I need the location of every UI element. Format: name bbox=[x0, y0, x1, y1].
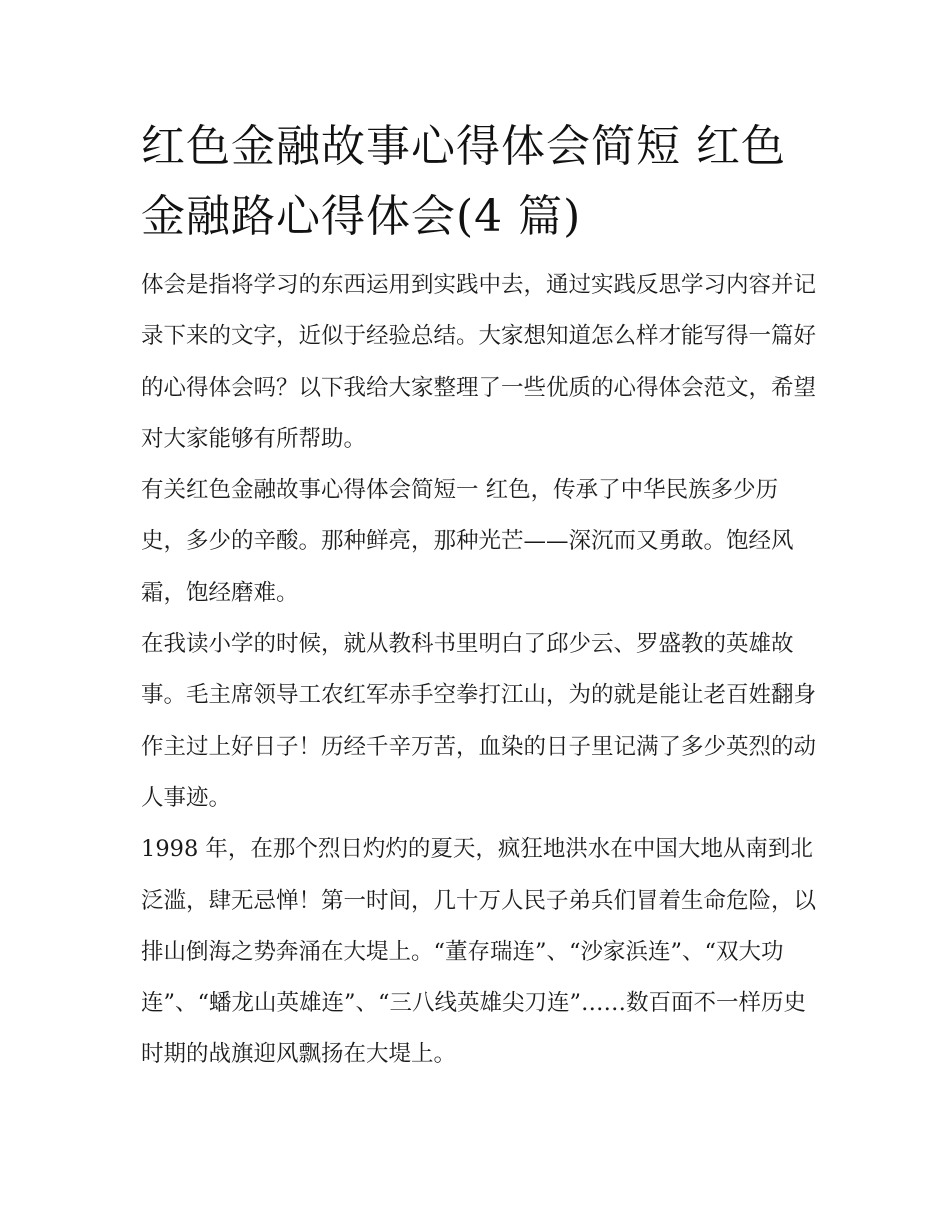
body-paragraph-2: 在我读小学的时候，就从教科书里明白了邱少云、罗盛教的英雄故事。毛主席领导工农红军赤手空拳打江山，为的就是能让老百姓翻身作主过上好日子！历经千辛万苦，血染的日子里记满了多少英烈的动人事迹。 bbox=[141, 631, 817, 811]
body-paragraph-1: 有关红色金融故事心得体会简短一 红色，传承了中华民族多少历史，多少的辛酸。那种鲜亮，那种光芒——深沉而又勇敢。饱经风霜，饱经磨难。 bbox=[141, 477, 794, 606]
document-body bbox=[141, 112, 821, 1081]
document-title: 红色金融故事心得体会简短 红色金融路心得体会(4 篇) bbox=[141, 121, 786, 242]
intro-paragraph: 体会是指将学习的东西运用到实践中去，通过实践反思学习内容并记录下来的文字，近似于经验总结。大家想知道怎么样才能写得一篇好的心得体会吗？以下我给大家整理了一些优质的心得体会范文，希望对大家能够有所帮助。 bbox=[141, 272, 817, 452]
body-paragraph-3: 1998 年，在那个烈日灼灼的夏天，疯狂地洪水在中国大地从南到北泛滥，肆无忌惮！第一时间，几十万人民子弟兵们冒着生命危险，以排山倒海之势奔涌在大堤上。“董存瑞连”、“沙家浜连”、“双大功连”、“蟠龙山英雄连”、“三八线英雄尖刀连”……数百面不一样历史时期的战旗迎风飘扬在大堤上。 bbox=[141, 836, 817, 1068]
